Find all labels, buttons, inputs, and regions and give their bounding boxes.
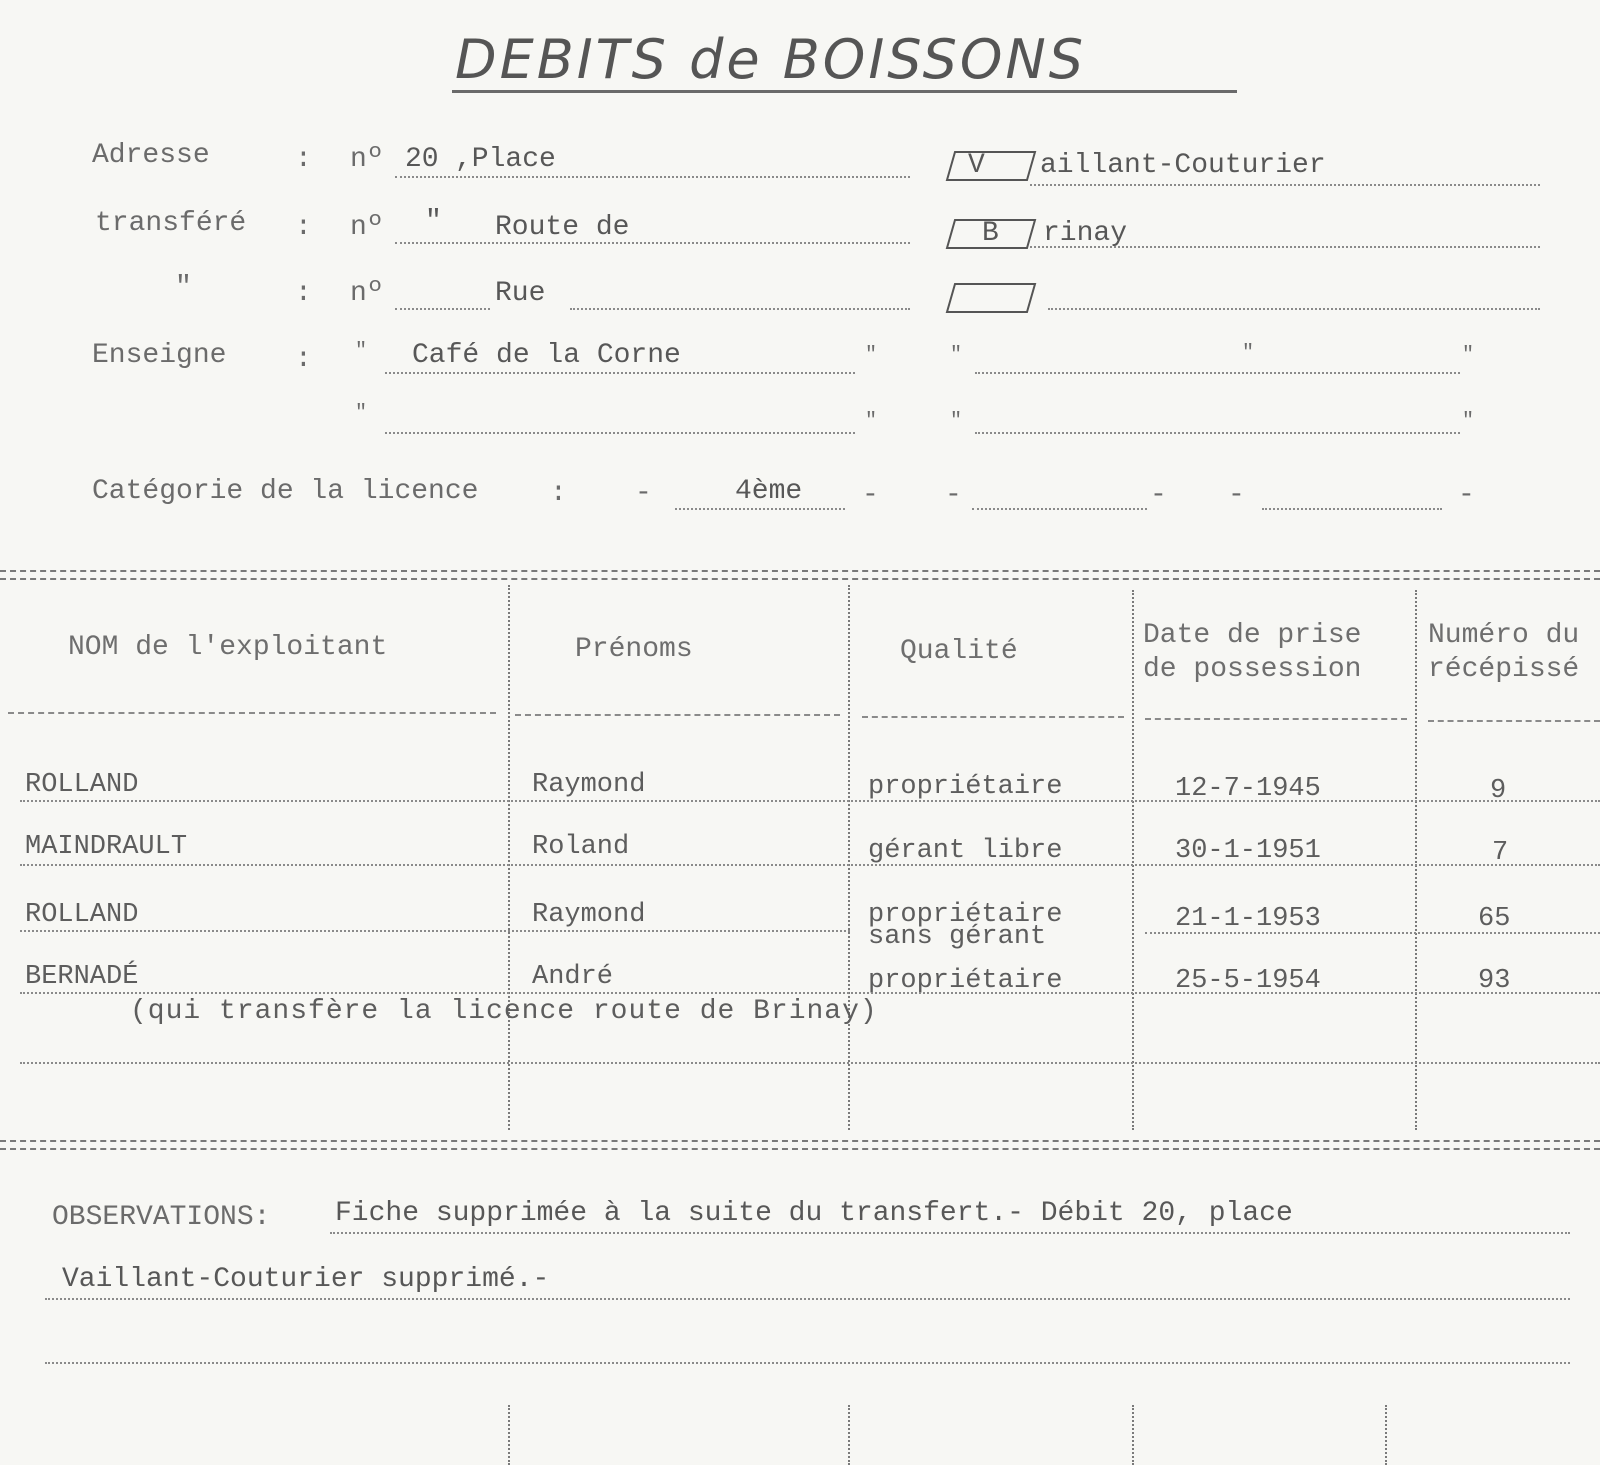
enseigne-quote-open: " (355, 340, 368, 363)
transfere2-street-line (570, 308, 910, 310)
header-numero-line2: récépissé (1428, 654, 1580, 685)
row3-qualite: propriétaire (868, 900, 1063, 930)
title-underline (452, 90, 1237, 93)
adresse-street-type: ,Place (455, 144, 556, 175)
categorie-dash-6: - (1458, 480, 1475, 511)
enseigne3-line (385, 432, 855, 434)
transfere2-colon: : (295, 278, 312, 309)
row4-qualite: propriétaire (868, 966, 1063, 996)
transfere-label: transféré (95, 208, 247, 239)
row2-numero: 7 (1492, 838, 1509, 868)
row4-line (20, 992, 1600, 994)
transfere-number: " (425, 206, 442, 237)
transfere-street-rest: rinay (1043, 218, 1128, 249)
row3-line-left (20, 930, 850, 932)
enseigne2-quote-open: " (950, 344, 963, 367)
row4-nom: BERNADÉ (25, 962, 139, 992)
enseigne-value: Café de la Corne (412, 340, 681, 371)
bottom-divider-3 (1132, 1405, 1134, 1465)
transfere2-initial-box (935, 282, 1007, 312)
bottom-divider-4 (1385, 1405, 1387, 1465)
row1-date: 12-7-1945 (1175, 774, 1321, 804)
transfere-no-label: nº (350, 212, 384, 243)
row1-line (20, 800, 1600, 802)
empty-row-line (20, 1062, 1600, 1064)
transfere2-street-type: Rue (495, 278, 546, 309)
categorie-line-2 (972, 508, 1147, 510)
header-date-line1: Date de prise (1143, 620, 1362, 651)
categorie-dash-1: - (635, 478, 652, 509)
observations-label: OBSERVATIONS: (52, 1202, 271, 1233)
observations-line1: Fiche supprimée à la suite du transfert.- Débit 20, place (335, 1198, 1293, 1229)
page-title: DEBITS de BOISSONS (455, 28, 1087, 91)
enseigne-quote-close: " (865, 344, 878, 367)
adresse-no-label: nº (350, 144, 384, 175)
transfere-street-line (1030, 246, 1540, 248)
enseigne-line (385, 372, 855, 374)
enseigne3-quote-open: " (355, 402, 368, 425)
header-underline-3 (862, 716, 1124, 718)
row2-nom: MAINDRAULT (25, 832, 188, 862)
transfere2-label: " (175, 272, 192, 303)
transfere2-no-line (395, 308, 490, 310)
row3-line-right (1145, 932, 1600, 934)
row3-nom: ROLLAND (25, 900, 139, 930)
table-col-divider-1 (508, 585, 510, 1130)
categorie-colon: : (550, 478, 567, 509)
row3-prenoms: Raymond (532, 900, 646, 930)
observations-line3-rule (45, 1362, 1570, 1364)
row2-prenoms: Roland (532, 832, 630, 862)
header-qualite: Qualité (900, 636, 1018, 667)
row4-numero: 93 (1478, 966, 1511, 996)
transfere2-rest-line (1048, 308, 1540, 310)
adresse-initial: V (968, 150, 985, 181)
header-underline-4 (1145, 718, 1407, 720)
categorie-dash-5: - (1228, 480, 1245, 511)
adresse-colon: : (295, 144, 312, 175)
row2-qualite: gérant libre (868, 836, 1063, 866)
row3-date: 21-1-1953 (1175, 904, 1321, 934)
row1-qualite: propriétaire (868, 772, 1063, 802)
transfere-initial: B (982, 218, 999, 249)
table-col-divider-3 (1132, 590, 1134, 1130)
table-note: (qui transfère la licence route de Brinay) (130, 996, 878, 1027)
categorie-line (675, 508, 845, 510)
enseigne2-quote-close: " (1462, 344, 1475, 367)
bottom-divider-2 (848, 1405, 850, 1465)
enseigne3-quote-close: " (865, 410, 878, 433)
enseigne4-line (975, 432, 1460, 434)
table-bottom-rule (0, 1140, 1600, 1150)
categorie-dash-2: - (862, 480, 879, 511)
enseigne2-inner-quote: " (1242, 342, 1255, 365)
adresse-number: 20 (405, 144, 439, 175)
adresse-line (395, 176, 910, 178)
categorie-dash-3: - (945, 480, 962, 511)
row3-numero: 65 (1478, 904, 1511, 934)
table-col-divider-4 (1415, 590, 1417, 1130)
header-underline-1 (8, 712, 496, 714)
adresse-street-line (1030, 184, 1540, 186)
enseigne-label: Enseigne (92, 340, 227, 371)
categorie-dash-4: - (1150, 480, 1167, 511)
row3-qualite-line2: sans gérant (868, 922, 1047, 952)
row1-prenoms: Raymond (532, 770, 646, 800)
row2-line (20, 864, 1600, 866)
transfere2-no-label: nº (350, 278, 384, 309)
categorie-line-3 (1262, 508, 1442, 510)
header-underline-2 (515, 714, 840, 716)
row4-date: 25-5-1954 (1175, 966, 1321, 996)
header-underline-5 (1428, 720, 1600, 722)
transfere-colon: : (295, 212, 312, 243)
enseigne4-quote-open: " (950, 410, 963, 433)
transfere-street-type: Route de (495, 212, 630, 243)
transfere-line (395, 242, 910, 244)
header-prenoms: Prénoms (575, 634, 693, 665)
enseigne4-quote-close: " (1462, 410, 1475, 433)
observations-line2-rule (45, 1298, 1570, 1300)
row1-numero: 9 (1490, 776, 1507, 806)
table-col-divider-2 (848, 585, 850, 1130)
row2-date: 30-1-1951 (1175, 836, 1321, 866)
observations-line2: Vaillant-Couturier supprimé.- (62, 1264, 550, 1295)
adresse-street-rest: aillant-Couturier (1040, 150, 1326, 181)
categorie-label: Catégorie de la licence (92, 476, 479, 507)
header-numero-line1: Numéro du (1428, 620, 1580, 651)
row4-prenoms: André (532, 962, 614, 992)
header-nom: NOM de l'exploitant (68, 632, 388, 663)
table-top-rule (0, 570, 1600, 580)
enseigne2-line (975, 372, 1460, 374)
observations-line1-rule (330, 1232, 1570, 1234)
header-date-line2: de possession (1143, 654, 1362, 685)
bottom-divider-1 (508, 1405, 510, 1465)
enseigne-colon: : (295, 344, 312, 375)
adresse-label: Adresse (92, 140, 210, 171)
categorie-value: 4ème (735, 476, 803, 507)
row1-nom: ROLLAND (25, 770, 139, 800)
